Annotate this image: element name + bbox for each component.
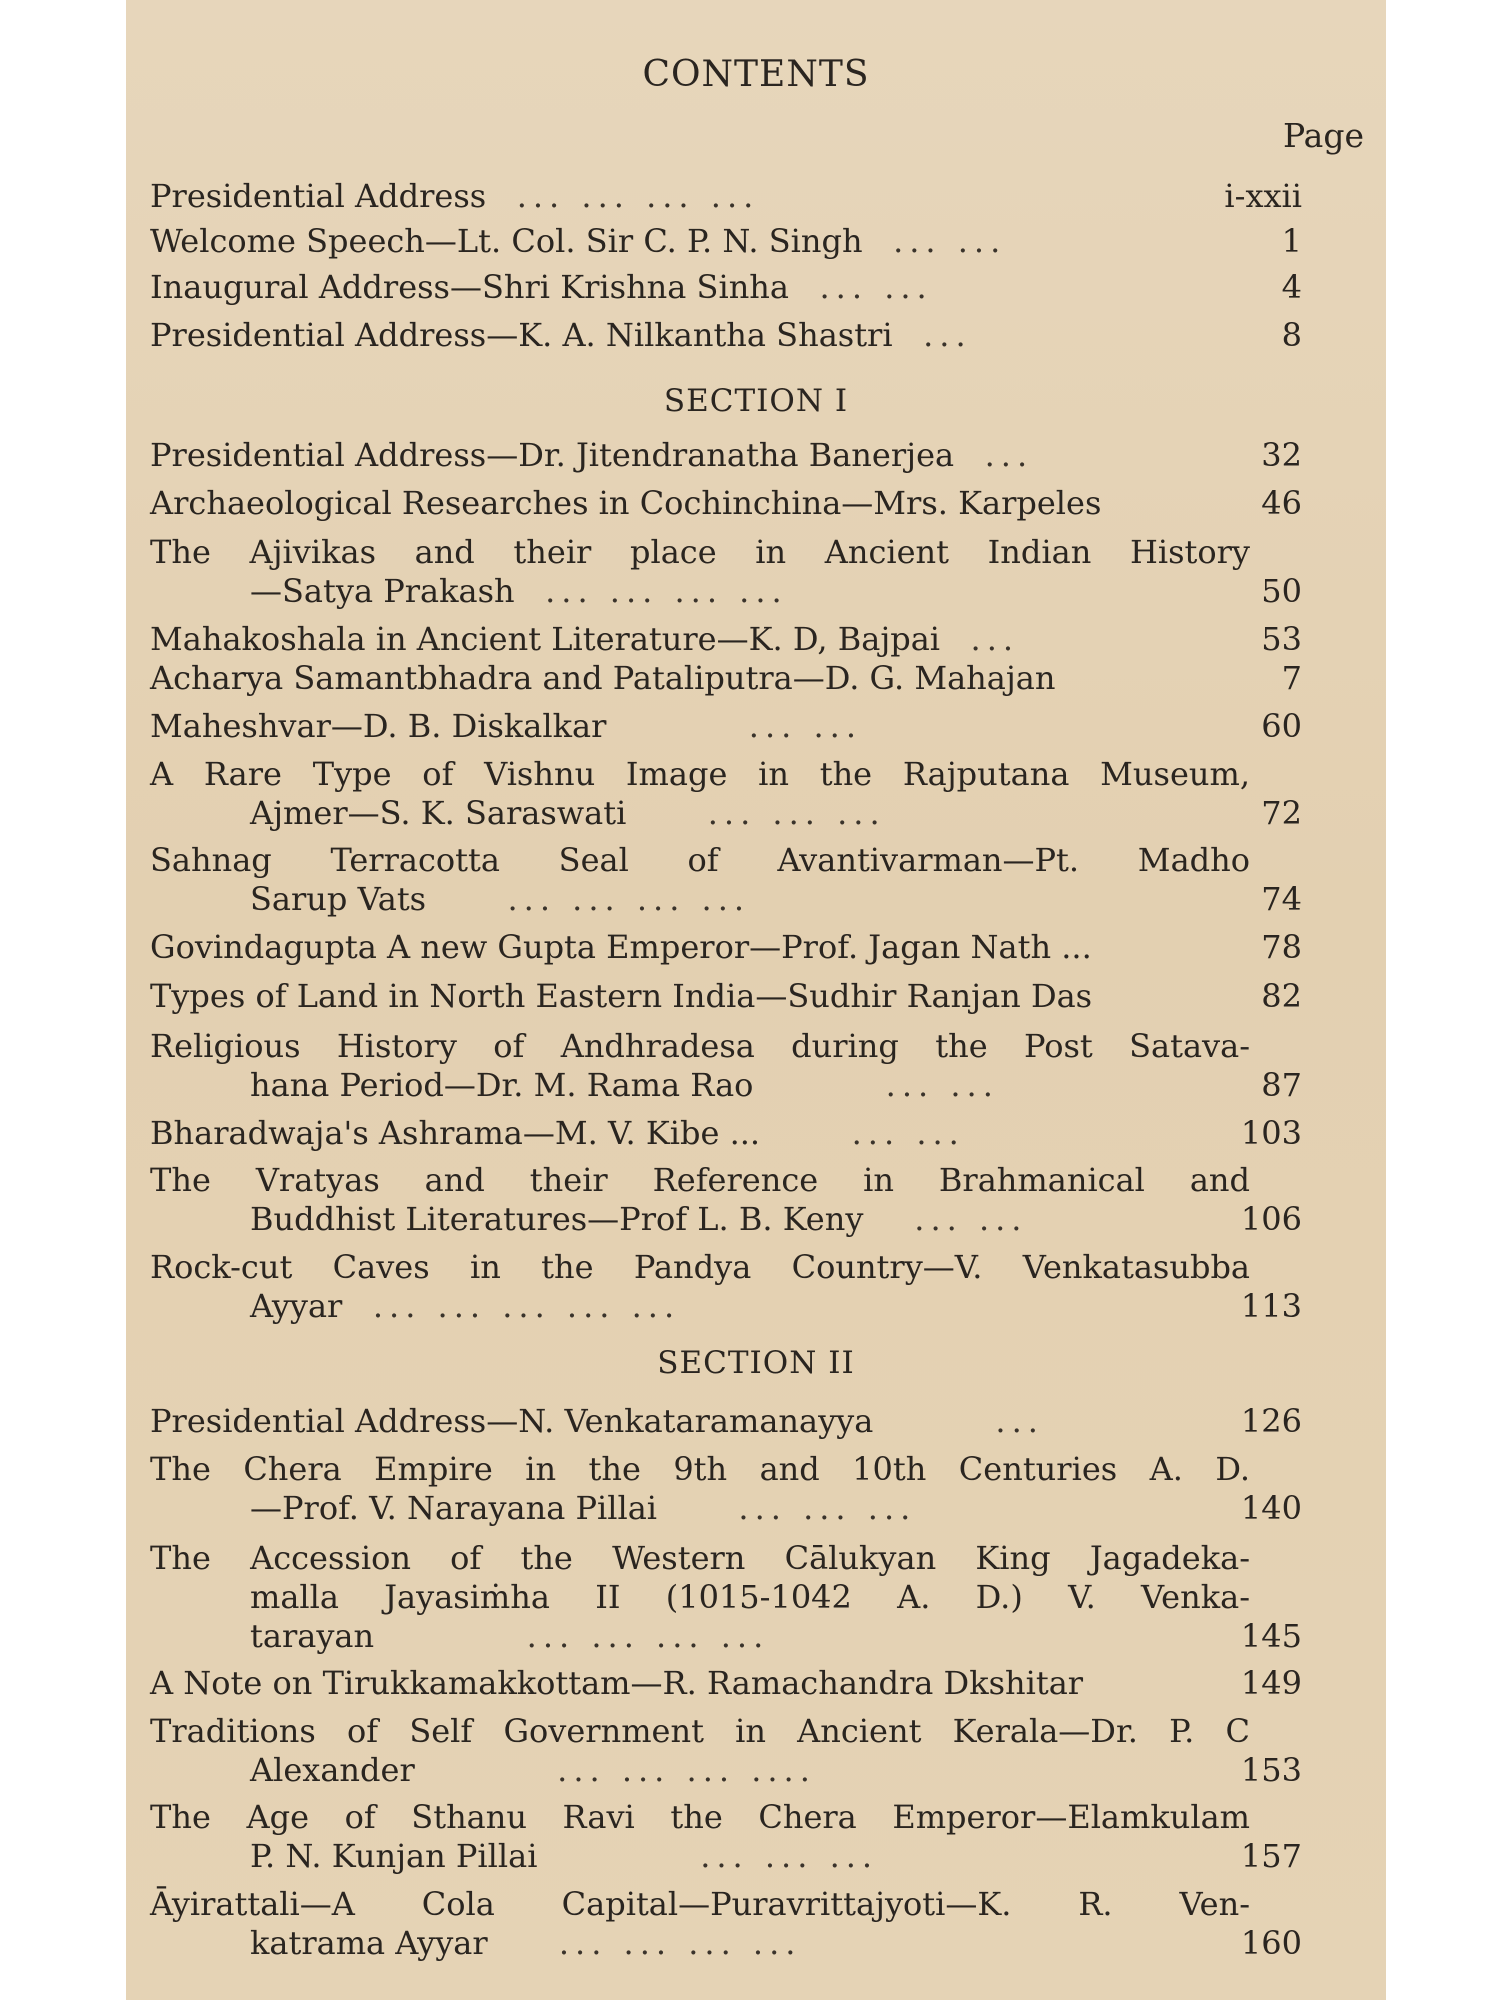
toc-leader: ... ... ... ...: [558, 1924, 802, 1962]
toc-entry: [150, 1114, 1302, 1153]
toc-leader: ...: [970, 620, 1020, 658]
toc-entry-title: Inaugural Address—Shri Krishna Sinha ... ...: [150, 268, 933, 306]
toc-page-number: 4: [1281, 268, 1302, 306]
toc-page-number: 157: [1240, 1837, 1302, 1875]
toc-leader: ... ... ...: [707, 794, 886, 832]
toc-leader: ... ... ...: [738, 1489, 917, 1527]
page-column-header: Page: [1282, 116, 1364, 155]
toc-page-number: 74: [1261, 880, 1302, 918]
toc-page-number: 106: [1240, 1200, 1302, 1238]
toc-page-number: 46: [1261, 484, 1302, 522]
toc-entry-title: The Age of Sthanu Ravi the Chera Emperor—Elamkulam: [150, 1798, 1250, 1836]
toc-entry-title: Mahakoshala in Ancient Literature—K. D, Bajpai ...: [150, 620, 1020, 658]
toc-entry-title: Religious History of Andhradesa during the Post Satava-: [150, 1027, 1250, 1065]
toc-entry: [150, 928, 1302, 967]
toc-entry: [150, 977, 1302, 1016]
toc-page-number: 103: [1240, 1114, 1302, 1152]
toc-page-number: 140: [1240, 1489, 1302, 1527]
toc-leader: ... ... ... ....: [557, 1751, 816, 1789]
section-heading: SECTION II: [657, 1345, 855, 1381]
toc-entry-title: Sahnag Terracotta Seal of Avantivarman—Pt. Madho: [150, 841, 1250, 879]
toc-entry-continuation: Ayyar ... ... ... ... ...: [250, 1287, 681, 1325]
toc-page-number: 113: [1240, 1287, 1302, 1325]
toc-entry: [150, 316, 1302, 355]
toc-leader: ... ... ... ...: [507, 880, 751, 918]
toc-entry-title: Maheshvar—D. B. Diskalkar ... ...: [150, 707, 862, 745]
contents-page: [126, 0, 1386, 2000]
toc-entry-title: The Chera Empire in the 9th and 10th Centuries A. D.: [150, 1450, 1250, 1488]
toc-leader: ...: [923, 316, 972, 354]
toc-entry: [150, 707, 1302, 746]
toc-leader: ...: [984, 436, 1034, 474]
page-title: CONTENTS: [642, 54, 870, 95]
toc-entry-title: Presidential Address—K. A. Nilkantha Shastri ...: [150, 316, 972, 354]
toc-entry-title: A Rare Type of Vishnu Image in the Rajputana Museum,: [150, 755, 1250, 793]
toc-entry: [150, 1027, 1302, 1105]
toc-entry-title: Archaeological Researches in Cochinchina—Mrs. Karpeles: [150, 484, 1102, 522]
toc-entry: [150, 436, 1302, 475]
toc-leader: ... ...: [885, 1066, 999, 1104]
toc-page-number: 160: [1240, 1924, 1302, 1962]
toc-entry-title: Traditions of Self Government in Ancient Kerala—Dr. P. C: [150, 1712, 1250, 1750]
toc-entry: [150, 1885, 1302, 1963]
toc-entry: [150, 1664, 1302, 1703]
toc-entry-title: Bharadwaja's Ashrama—M. V. Kibe ... ... ...: [150, 1114, 965, 1152]
toc-page-number: 60: [1261, 707, 1302, 745]
toc-page-number: 82: [1261, 977, 1302, 1015]
toc-page-number: 50: [1261, 572, 1302, 610]
toc-entry-title: Presidential Address ... ... ... ...: [150, 177, 760, 215]
toc-entry: [150, 1712, 1302, 1790]
toc-page-number: 149: [1240, 1664, 1302, 1702]
toc-entry-continuation: malla Jayasiṁha II (1015-1042 A. D.) V. Venka-: [250, 1578, 1250, 1616]
toc-page-number: 78: [1261, 928, 1302, 966]
toc-entry: [150, 177, 1302, 216]
toc-entry-continuation: P. N. Kunjan Pillai ... ... ...: [250, 1837, 879, 1875]
toc-leader: ... ... ... ...: [545, 572, 788, 610]
toc-leader: ... ... ...: [700, 1837, 879, 1875]
toc-entry-continuation: Alexander ... ... ... ....: [250, 1751, 816, 1789]
toc-entry: [150, 755, 1302, 833]
toc-page-number: 153: [1240, 1751, 1302, 1789]
toc-entry-title: Acharya Samantbhadra and Pataliputra—D. G. Mahajan: [150, 659, 1056, 697]
toc-entry: [150, 620, 1302, 659]
toc-entry-title: Govindagupta A new Gupta Emperor—Prof. Jagan Nath ...: [150, 928, 1092, 966]
toc-leader: ... ...: [748, 707, 862, 745]
toc-page-number: 1: [1281, 222, 1302, 260]
toc-leader: ...: [995, 1402, 1044, 1440]
toc-entry: [150, 484, 1302, 523]
toc-entry-continuation: —Satya Prakash ... ... ... ...: [250, 572, 788, 610]
toc-entry-title: Types of Land in North Eastern India—Sudhir Ranjan Das: [150, 977, 1093, 1015]
toc-page-number: 7: [1281, 659, 1302, 697]
toc-entry-title: The Ajivikas and their place in Ancient Indian History: [150, 533, 1250, 571]
toc-entry-continuation: —Prof. V. Narayana Pillai ... ... ...: [250, 1489, 917, 1527]
toc-leader: ... ... ... ...: [526, 1617, 770, 1655]
toc-entry-continuation: katrama Ayyar ... ... ... ...: [250, 1924, 802, 1962]
toc-entry-title: A Note on Tirukkamakkottam—R. Ramachandra Dkshitar: [150, 1664, 1084, 1702]
toc-entry-title: Welcome Speech—Lt. Col. Sir C. P. N. Singh ... ...: [150, 222, 1007, 260]
toc-leader: ... ...: [914, 1200, 1028, 1238]
toc-page-number: i-xxii: [1224, 177, 1302, 215]
toc-entry-continuation: Ajmer—S. K. Saraswati ... ... ...: [250, 794, 886, 832]
section-heading: SECTION I: [663, 383, 849, 419]
toc-entry: [150, 1798, 1302, 1876]
toc-entry-continuation: hana Period—Dr. M. Rama Rao ... ...: [250, 1066, 999, 1104]
toc-page-number: 87: [1261, 1066, 1302, 1104]
toc-entry-title: The Vratyas and their Reference in Brahmanical and: [150, 1161, 1250, 1199]
toc-leader: ... ...: [851, 1114, 965, 1152]
toc-page-number: 8: [1281, 316, 1302, 354]
toc-leader: ... ...: [893, 222, 1007, 260]
toc-leader: ... ... ... ... ...: [372, 1287, 681, 1325]
toc-entry: [150, 1450, 1302, 1528]
toc-entry-title: Presidential Address—N. Venkataramanayya ...: [150, 1402, 1044, 1440]
toc-entry: [150, 841, 1302, 919]
toc-entry: [150, 1161, 1302, 1239]
toc-entry: [150, 1402, 1302, 1441]
toc-entry: [150, 222, 1302, 261]
toc-entry-title: Presidential Address—Dr. Jitendranatha Banerjea ...: [150, 436, 1034, 474]
toc-entry-continuation: Sarup Vats ... ... ... ...: [250, 880, 751, 918]
toc-page-number: 32: [1261, 436, 1302, 474]
toc-entry-title: The Accession of the Western Cālukyan King Jagadeka-: [150, 1539, 1250, 1577]
toc-entry-title: Āyirattali—A Cola Capital—Puravrittajyoti—K. R. Ven-: [150, 1885, 1250, 1923]
toc-page-number: 53: [1261, 620, 1302, 658]
toc-page-number: 145: [1240, 1617, 1302, 1655]
toc-entry-title: Rock-cut Caves in the Pandya Country—V. Venkatasubba: [150, 1248, 1250, 1286]
toc-entry: [150, 1248, 1302, 1326]
toc-page-number: 126: [1240, 1402, 1302, 1440]
toc-page-number: 72: [1261, 794, 1302, 832]
toc-leader: ... ...: [819, 268, 933, 306]
toc-entry: [150, 268, 1302, 307]
toc-entry: [150, 533, 1302, 611]
toc-entry-continuation: tarayan ... ... ... ...: [250, 1617, 770, 1655]
toc-leader: ... ... ... ...: [516, 177, 760, 215]
toc-entry: [150, 659, 1302, 698]
toc-entry: [150, 1539, 1302, 1656]
toc-entry-continuation: Buddhist Literatures—Prof L. B. Keny ... ...: [250, 1200, 1028, 1238]
